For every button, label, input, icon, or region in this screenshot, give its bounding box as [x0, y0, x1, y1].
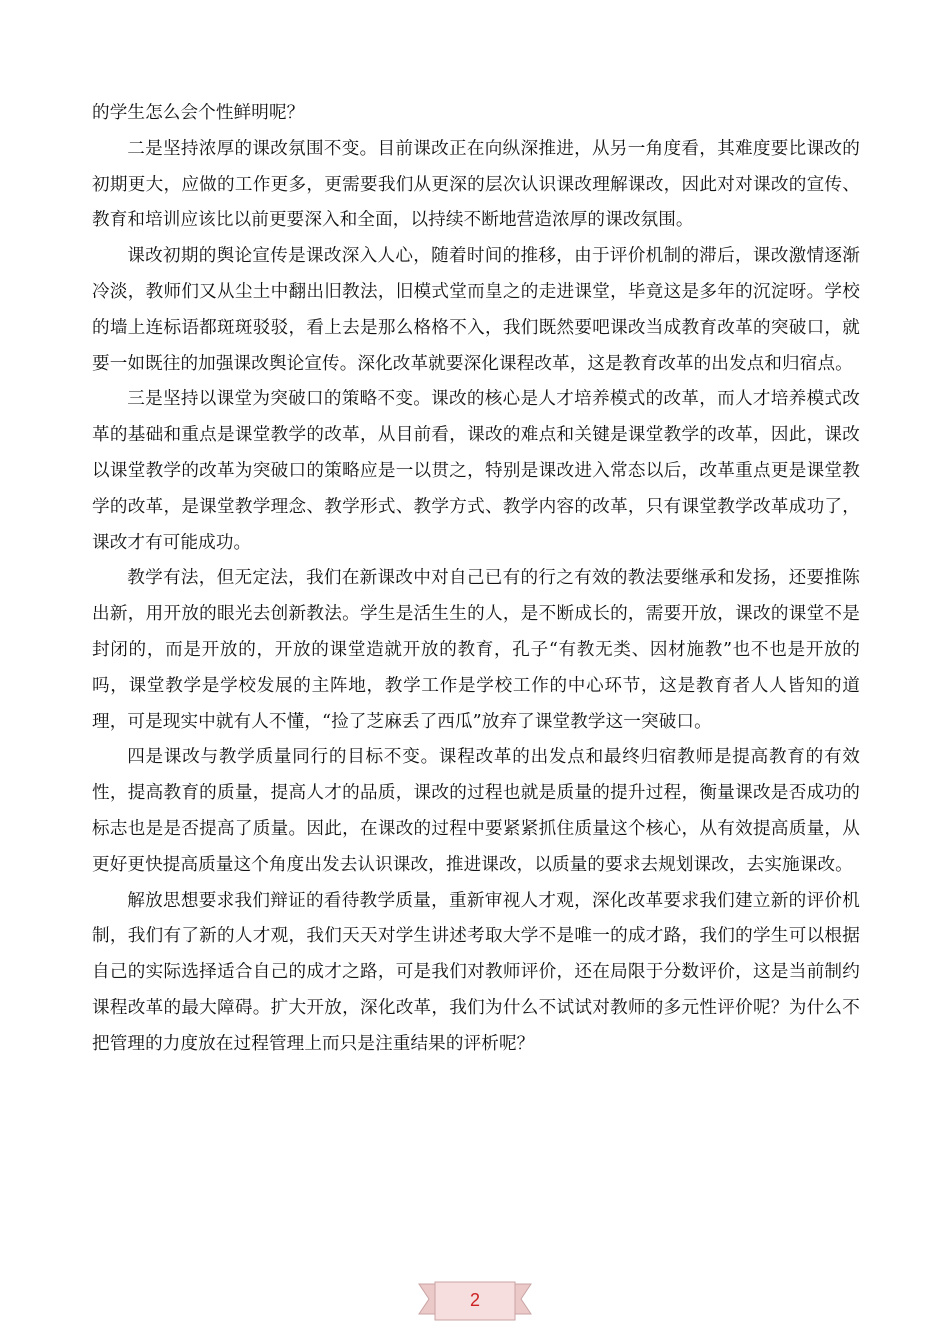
paragraph-continued: 的学生怎么会个性鲜明呢？ — [92, 103, 305, 123]
paragraph-point-four: 四是课改与教学质量同行的目标不变。课程改革的出发点和最终归宿教师是提高教育的有效性，提高教育的质量，提高人才的品质，课改的过程也就是质量的提升过程，衡量课改是否成功的标志也是是否提高了质量。因此，在课改的过程中要紧紧抓住质量这个核心，从有效提高质量，从更好更快提高质量这个角度出发去认识课改，推进课改，以质量的要求去规划课改，去实施课改。 — [92, 747, 860, 875]
paragraph-point-three: 三是坚持以课堂为突破口的策略不变。课改的核心是人才培养模式的改革，而人才培养模式改革的基础和重点是课堂教学的改革，从目前看，课改的难点和关键是课堂教学的改革，因此，课改以课堂教学的改革为突破口的策略应是一以贯之，特别是课改进入常态以后，改革重点更是课堂教学的改革，是课堂教学理念、教学形式、教学方式、教学内容的改革，只有课堂教学改革成功了，课改才有可能成功。 — [92, 389, 860, 553]
page-number: 2 — [469, 1290, 480, 1310]
paragraph-point-two: 二是坚持浓厚的课改氛围不变。目前课改正在向纵深推进，从另一角度看，其难度要比课改的初期更大，应做的工作更多，更需要我们从更深的层次认识课改理解课改，因此对对课改的宣传、教育和培训应该比以前更要深入和全面，以持续不断地营造浓厚的课改氛围。 — [92, 138, 860, 231]
paragraph-early-publicity: 课改初期的舆论宣传是课改深入人心，随着时间的推移，由于评价机制的滞后，课改激情逐渐冷淡，教师们又从尘土中翻出旧教法，旧模式堂而皇之的走进课堂，毕竟这是多年的沉淀呀。学校的墙上连标语都斑斑驳驳，看上去是那么格格不入，我们既然要吧课改当成教育改革的突破口，就要一如既往的加强课改舆论宣传。深化改革就要深化课程改革，这是教育改革的出发点和归宿点。 — [92, 246, 860, 374]
paragraph-emancipating-thought: 解放思想要求我们辩证的看待教学质量，重新审视人才观，深化改革要求我们建立新的评价机制，我们有了新的人才观，我们天天对学生讲述考取大学不是唯一的成才路，我们的学生可以根据自己的实际选择适合自己的成才之路，可是我们对教师评价，还在局限于分数评价，这是当前制约课程改革的最大障碍。扩大开放，深化改革，我们为什么不试试对教师的多元性评价呢？为什么不把管理的力度放在过程管理上而只是注重结果的评析呢？ — [92, 890, 860, 1054]
paragraph-teaching-methods: 教学有法，但无定法，我们在新课改中对自己已有的行之有效的教法要继承和发扬，还要推陈出新，用开放的眼光去创新教法。学生是活生生的人，是不断成长的，需要开放，课改的课堂不是封闭的，而是开放的，开放的课堂造就开放的教育，孔子“有教无类、因材施教”也不也是开放的吗，课堂教学是学校发展的主阵地，教学工作是学校工作的中心环节，这是教育者人人皆知的道理，可是现实中就有人不懂，“捡了芝麻丢了西瓜”放弃了课堂教学这一突破口。 — [92, 568, 860, 732]
page-number-badge — [415, 1274, 535, 1338]
document-body — [92, 96, 860, 1063]
